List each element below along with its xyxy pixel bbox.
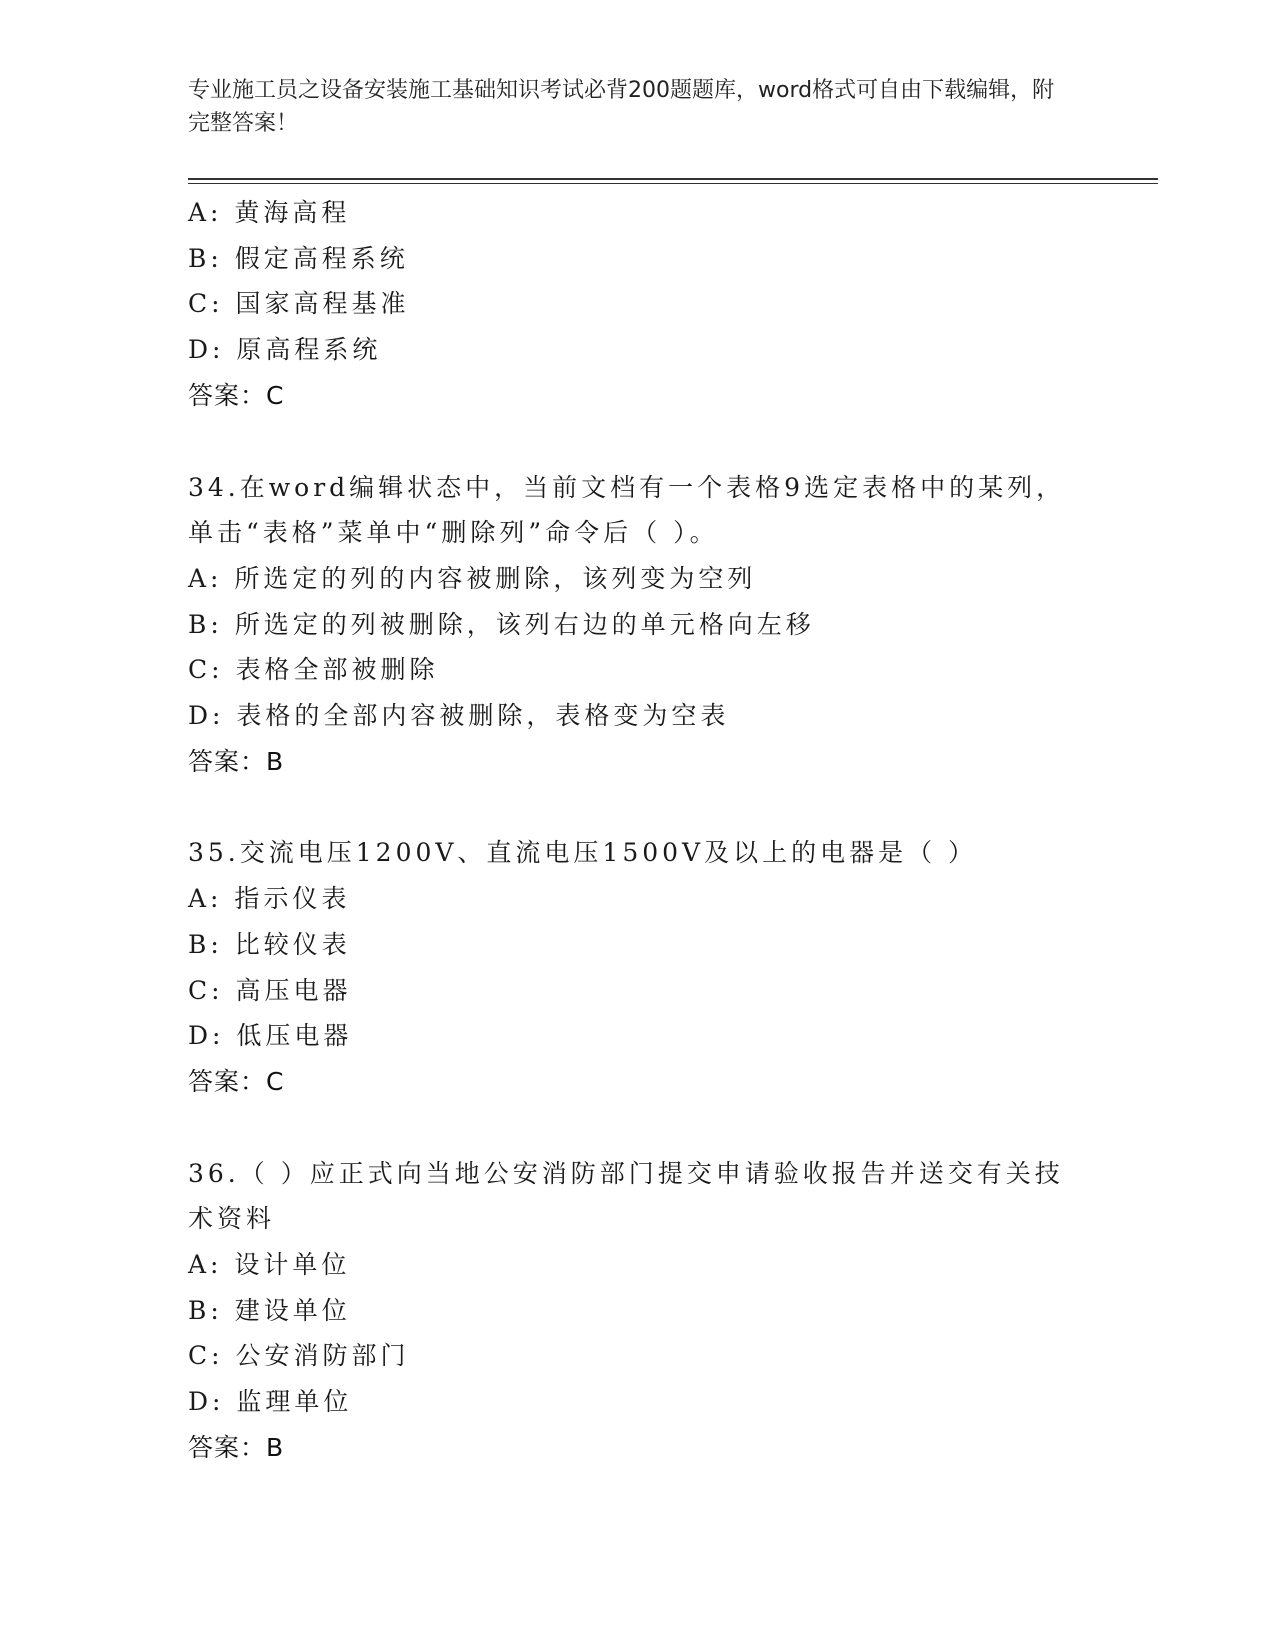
option-d: D: 低压电器 <box>188 1021 353 1051</box>
option-b: B: 所选定的列被删除，该列右边的单元格向左移 <box>188 609 815 639</box>
answer-line: 答案：B <box>188 746 285 776</box>
option-a: A: 所选定的列的内容被删除，该列变为空列 <box>188 563 757 593</box>
option-a: A: 指示仪表 <box>188 884 351 914</box>
answer-line: 答案：B <box>188 1432 285 1462</box>
document-content <box>188 190 1108 1471</box>
option-b: B: 假定高程系统 <box>188 243 409 273</box>
option-c: C: 高压电器 <box>188 975 352 1005</box>
option-a: A: 黄海高程 <box>188 198 351 227</box>
spacer <box>188 784 1108 830</box>
document-header: 专业施工员之设备安装施工基础知识考试必背200题题库，word格式可自由下载编辑，附完整答案！ <box>188 78 1055 136</box>
answer-line: 答案：C <box>188 1066 285 1096</box>
option-d: D: 表格的全部内容被删除，表格变为空表 <box>188 701 730 731</box>
option-d: D: 监理单位 <box>188 1387 353 1417</box>
header-rule-thin <box>188 183 1158 184</box>
question-stem: 36.（ ）应正式向当地公安消防部门提交申请验收报告并送交有关技术资料 <box>188 1158 1064 1234</box>
option-b: B: 比较仪表 <box>188 929 351 959</box>
option-c: C: 公安消防部门 <box>188 1341 410 1371</box>
question-block-34 <box>188 465 1108 785</box>
spacer <box>188 419 1108 465</box>
option-c: C: 国家高程基准 <box>188 289 410 319</box>
question-stem: 35.交流电压1200V、直流电压1500V及以上的电器是（ ） <box>188 838 978 868</box>
option-c: C: 表格全部被删除 <box>188 655 439 685</box>
option-b: B: 建设单位 <box>188 1295 351 1325</box>
question-stem: 34.在word编辑状态中，当前文档有一个表格9选定表格中的某列，单击“表格”菜单中“删除列”命令后（ ）。 <box>188 472 1066 548</box>
option-a: A: 设计单位 <box>188 1250 351 1280</box>
option-d: D: 原高程系统 <box>188 335 382 365</box>
question-block-36 <box>188 1151 1108 1471</box>
question-block-prev <box>188 190 1108 419</box>
header-rule-thick <box>188 178 1158 180</box>
answer-line: 答案：C <box>188 380 285 410</box>
question-block-35 <box>188 830 1108 1104</box>
spacer <box>188 1105 1108 1151</box>
